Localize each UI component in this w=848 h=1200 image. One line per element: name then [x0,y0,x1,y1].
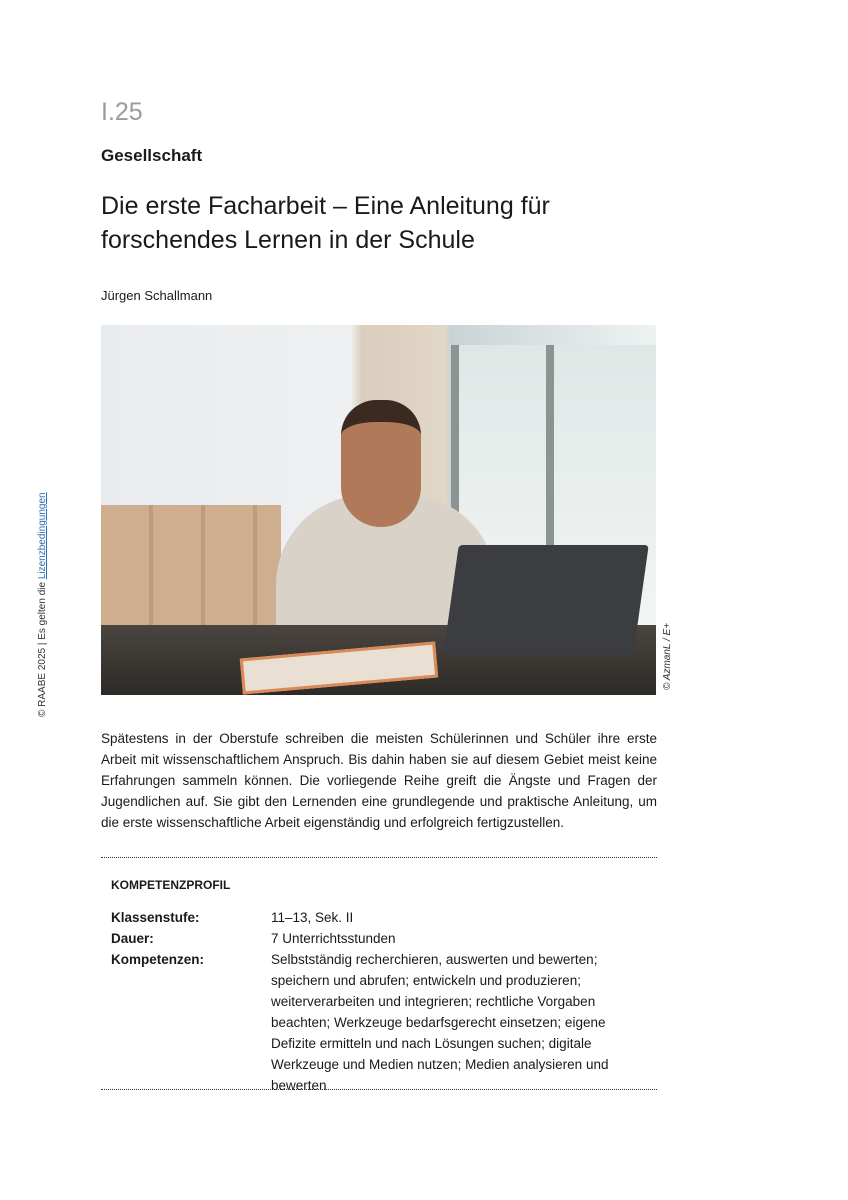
license-link[interactable]: Lizenzbedingungen [37,492,48,580]
photo-laptop [443,545,648,655]
subject-label: Gesellschaft [101,146,203,165]
copyright-text: © RAABE 2025 | Es gelten die [37,579,48,717]
profile-value: 7 Unterrichtsstunden [271,931,396,946]
profile-row [111,928,651,949]
profile-label: Klassenstufe: [111,910,200,925]
photo-person-head [341,400,421,527]
photo-credit: © AzmanL / E+ [662,622,673,690]
unit-number: I.25 [101,98,143,126]
profile-value: 11–13, Sek. II [271,910,354,925]
divider-bottom [101,1089,657,1090]
kompetenzprofil-table [111,907,651,1096]
author: Jürgen Schallmann [101,288,213,303]
profile-value: Selbstständig recherchieren, auswerten und bewerten; speichern und abrufen; entwickeln und produzieren; weiterverarbeiten und integrieren; rechtliche Vorgaben beachten; Werkzeuge bedarfsgerecht einsetzen; eigene Defizite ermitteln und nach Lösungen suchen; digitale Werkzeuge und Medien nutzen; Medien analysieren und bewerten [271,952,609,1093]
profile-row [111,907,651,928]
intro-paragraph: Spätestens in der Oberstufe schreiben die meisten Schülerinnen und Schüler ihre erste Arbeit mit wissenschaftlichem Anspruch. Bis dahin haben sie auf diesem Gebiet meist keine Erfahrungen sammeln können. Die vorliegende Reihe greift die Ängste und Fragen der Jugendlichen auf. Sie gibt den Lernenden eine grundlegende und praktische Anleitung, um die erste wissenschaftliche Arbeit eigenständig und erfolgreich fertigzustellen. [101,731,657,830]
divider-top [101,857,657,858]
copyright-notice [37,492,48,717]
kompetenzprofil-heading: KOMPETENZPROFIL [111,878,231,892]
page-title: Die erste Facharbeit – Eine Anleitung für forschendes Lernen in der Schule [101,192,550,254]
profile-label: Dauer: [111,931,154,946]
profile-row [111,949,651,1096]
profile-label: Kompetenzen: [111,952,205,967]
cover-photo [101,325,656,695]
